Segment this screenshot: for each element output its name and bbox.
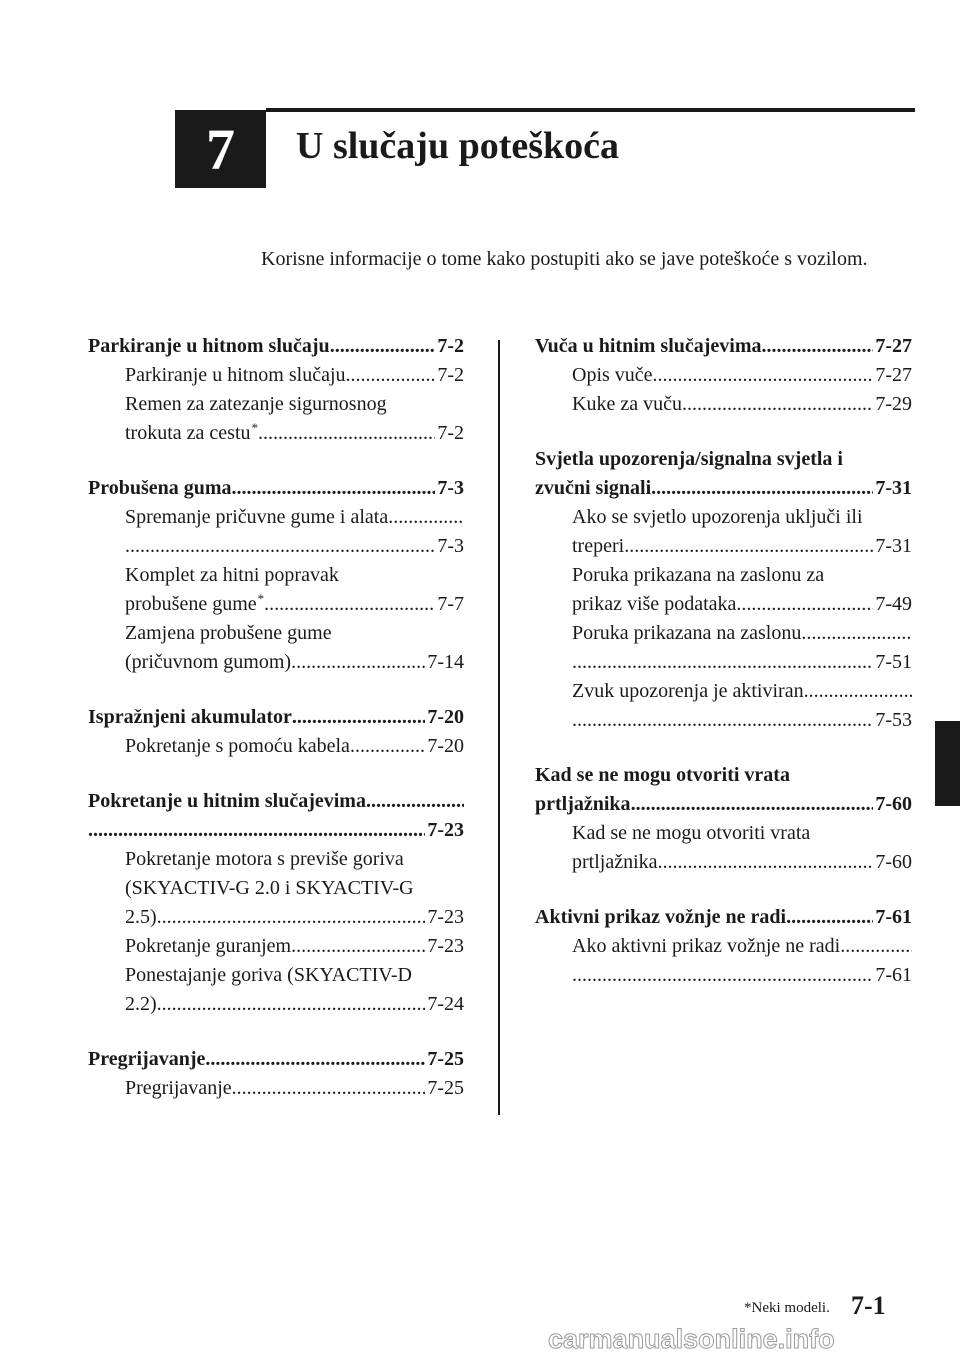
toc-right-column — [535, 335, 912, 1019]
toc-entry[interactable] — [535, 851, 912, 880]
toc-entry — [88, 393, 464, 422]
toc-section-heading[interactable] — [535, 793, 912, 822]
toc-entry — [535, 506, 912, 535]
footnote-marker: * — [251, 422, 258, 435]
toc-entry — [88, 506, 464, 535]
toc-page-number: 7-61 — [875, 906, 912, 928]
toc-page-number: 7-24 — [427, 993, 464, 1015]
toc-section-heading[interactable] — [535, 335, 912, 364]
dot-leader — [658, 851, 874, 874]
toc-entry[interactable] — [535, 651, 912, 680]
toc-entry[interactable] — [88, 593, 464, 622]
toc-entry-title: Kad se ne mogu otvoriti vrata — [572, 822, 811, 844]
dot-leader — [801, 622, 912, 645]
toc-page-number: 7-2 — [437, 422, 464, 444]
toc-entry[interactable] — [88, 364, 464, 393]
toc-entry-title: Svjetla upozorenja/signalna svjetla i — [535, 448, 843, 470]
toc-section-heading — [535, 764, 912, 793]
watermark: carmanualsonline.info — [548, 1324, 835, 1354]
toc-entry-title: probušene gume — [125, 593, 257, 615]
toc-entry-title: Komplet za hitni popravak — [125, 564, 339, 586]
toc-section — [88, 790, 464, 1022]
footnote-marker: * — [257, 593, 265, 606]
toc-page-number: 7-3 — [437, 477, 464, 499]
dot-leader — [346, 364, 436, 387]
toc-entry — [535, 935, 912, 964]
toc-page-number: 7-25 — [427, 1048, 464, 1070]
toc-page-number: 7-53 — [875, 709, 912, 731]
toc-page-number: 7-23 — [427, 906, 464, 928]
toc-entry-title: Pokretanje s pomoću kabela — [125, 735, 350, 757]
toc-page-number: 7-2 — [437, 364, 464, 386]
dot-leader — [804, 680, 912, 703]
toc-section-heading[interactable] — [88, 819, 464, 848]
dot-leader — [631, 793, 874, 816]
toc-entry-title: prtljažnika — [572, 851, 658, 873]
toc-page-number: 7-23 — [427, 935, 464, 957]
toc-entry — [88, 877, 464, 906]
toc-entry-title: Ispražnjeni akumulator — [88, 706, 292, 728]
toc-section-heading[interactable] — [88, 477, 464, 506]
toc-entry[interactable] — [535, 709, 912, 738]
dot-leader — [651, 477, 873, 500]
toc-entry-title: Pokretanje motora s previše goriva — [125, 848, 404, 870]
toc-entry-title: Kuke za vuču — [572, 393, 682, 415]
toc-entry-title: prikaz više podataka — [572, 593, 737, 615]
toc-page-number: 7-29 — [875, 393, 912, 415]
toc-section — [535, 448, 912, 738]
dot-leader — [572, 651, 873, 674]
toc-entry — [88, 848, 464, 877]
dot-leader — [366, 790, 464, 813]
toc-entry — [535, 564, 912, 593]
toc-section-heading[interactable] — [535, 477, 912, 506]
dot-leader — [388, 506, 464, 529]
chapter-thumb-tab — [935, 721, 960, 806]
toc-entry-title: Pregrijavanje — [88, 1048, 206, 1070]
toc-section — [535, 335, 912, 422]
toc-entry-title: zvučni signali — [535, 477, 652, 499]
toc-section — [535, 764, 912, 880]
chapter-number: 7 — [175, 110, 266, 188]
toc-entry-title: Aktivni prikaz vožnje ne radi — [535, 906, 787, 928]
toc-entry-title: (pričuvnom gumom) — [125, 651, 292, 673]
dot-leader — [786, 906, 873, 929]
toc-section-heading — [88, 790, 464, 819]
toc-entry-title: 2.2) — [125, 993, 157, 1015]
dot-leader — [292, 706, 425, 729]
dot-leader — [572, 709, 873, 732]
toc-entry-title: Probušena guma — [88, 477, 232, 499]
toc-page-number: 7-27 — [875, 364, 912, 386]
toc-entry[interactable] — [88, 906, 464, 935]
toc-section — [88, 1048, 464, 1106]
dot-leader — [840, 935, 912, 958]
toc-entry[interactable] — [88, 651, 464, 680]
dot-leader — [330, 335, 436, 358]
chapter-intro: Korisne informacije o tome kako postupiti ako se jave poteškoće s vozilom. — [261, 248, 868, 270]
toc-entry-title: Poruka prikazana na zaslonu za — [572, 564, 825, 586]
toc-entry[interactable] — [88, 422, 464, 451]
toc-entry-title: Kad se ne mogu otvoriti vrata — [535, 764, 790, 786]
toc-entry-title: 2.5) — [125, 906, 157, 928]
toc-entry[interactable] — [535, 393, 912, 422]
toc-entry-title: Parkiranje u hitnom slučaju — [125, 364, 346, 386]
toc-section-heading[interactable] — [88, 1048, 464, 1077]
dot-leader — [157, 906, 426, 929]
dot-leader — [258, 422, 435, 445]
toc-page-number: 7-23 — [427, 819, 464, 841]
toc-page-number: 7-20 — [427, 735, 464, 757]
dot-leader — [762, 335, 874, 358]
toc-page-number: 7-14 — [427, 651, 464, 673]
toc-entry-title: Zamjena probušene gume — [125, 622, 332, 644]
toc-entry-title: Spremanje pričuvne gume i alata — [125, 506, 389, 528]
toc-entry — [535, 622, 912, 651]
toc-page-number: 7-31 — [875, 535, 912, 557]
toc-section — [88, 335, 464, 451]
chapter-title: U slučaju poteškoća — [296, 125, 620, 167]
toc-page-number: 7-7 — [437, 593, 464, 615]
toc-page-number: 7-51 — [875, 651, 912, 673]
dot-leader — [572, 964, 873, 987]
toc-entry-title: Ako aktivni prikaz vožnje ne radi — [572, 935, 841, 957]
dot-leader — [264, 593, 435, 616]
toc-page-number: 7-27 — [875, 335, 912, 357]
toc-entry[interactable] — [88, 535, 464, 564]
toc-page-number: 7-60 — [875, 851, 912, 873]
toc-entry[interactable] — [535, 964, 912, 993]
page-number: 7-1 — [851, 1291, 886, 1320]
toc-page-number: 7-49 — [875, 593, 912, 615]
dot-leader — [624, 535, 873, 558]
toc-entry — [88, 622, 464, 651]
toc-section — [88, 477, 464, 680]
toc-entry[interactable] — [535, 364, 912, 393]
toc-entry-title: Remen za zatezanje sigurnosnog — [125, 393, 387, 415]
toc-entry[interactable] — [535, 593, 912, 622]
toc-entry[interactable] — [88, 735, 464, 764]
toc-entry-title: Zvuk upozorenja je aktiviran — [572, 680, 804, 702]
dot-leader — [291, 651, 425, 674]
dot-leader — [653, 364, 874, 387]
toc-entry[interactable] — [88, 993, 464, 1022]
toc-entry — [535, 680, 912, 709]
dot-leader — [350, 735, 425, 758]
column-divider — [498, 340, 500, 1115]
toc-page-number: 7-3 — [437, 535, 464, 557]
dot-leader — [88, 819, 425, 842]
toc-section-heading[interactable] — [535, 906, 912, 935]
dot-leader — [736, 593, 873, 616]
toc-page-number: 7-31 — [875, 477, 912, 499]
dot-leader — [291, 935, 425, 958]
toc-page-number: 7-20 — [427, 706, 464, 728]
toc-entry[interactable] — [535, 535, 912, 564]
toc-page-number: 7-25 — [427, 1077, 464, 1099]
toc-entry-title: trokuta za cestu — [125, 422, 251, 444]
chapter-header-rule — [266, 108, 915, 112]
toc-entry[interactable] — [88, 935, 464, 964]
toc-entry-title: Pregrijavanje — [125, 1077, 232, 1099]
toc-section — [535, 906, 912, 993]
toc-page-number: 7-61 — [875, 964, 912, 986]
toc-entry-title: Parkiranje u hitnom slučaju — [88, 335, 330, 357]
dot-leader — [232, 477, 436, 500]
toc-left-column — [88, 335, 464, 1132]
toc-entry — [535, 822, 912, 851]
dot-leader — [682, 393, 873, 416]
toc-section-heading[interactable] — [88, 335, 464, 364]
toc-entry — [88, 564, 464, 593]
dot-leader — [157, 993, 426, 1016]
toc-entry-title: Pokretanje guranjem — [125, 935, 292, 957]
toc-section-heading[interactable] — [88, 706, 464, 735]
toc-entry-title: (SKYACTIV-G 2.0 i SKYACTIV-G — [125, 877, 414, 899]
toc-page-number: 7-2 — [437, 335, 464, 357]
dot-leader — [232, 1077, 426, 1100]
footnote: *Neki modeli. — [744, 1300, 830, 1316]
toc-entry-title: Ponestajanje goriva (SKYACTIV-D — [125, 964, 413, 986]
toc-entry-title: Opis vuče — [572, 364, 653, 386]
toc-entry[interactable] — [88, 1077, 464, 1106]
toc-page-number: 7-60 — [875, 793, 912, 815]
dot-leader — [125, 535, 435, 558]
toc-entry-title: Vuča u hitnim slučajevima — [535, 335, 762, 357]
toc-entry-title: Pokretanje u hitnim slučajevima — [88, 790, 366, 812]
toc-entry-title: Poruka prikazana na zaslonu — [572, 622, 802, 644]
dot-leader — [205, 1048, 425, 1071]
toc-entry-title: Ako se svjetlo upozorenja uključi ili — [572, 506, 863, 528]
toc-entry-title: treperi — [572, 535, 625, 557]
toc-section-heading — [535, 448, 912, 477]
toc-entry-title: prtljažnika — [535, 793, 631, 815]
toc-entry — [88, 964, 464, 993]
toc-section — [88, 706, 464, 764]
